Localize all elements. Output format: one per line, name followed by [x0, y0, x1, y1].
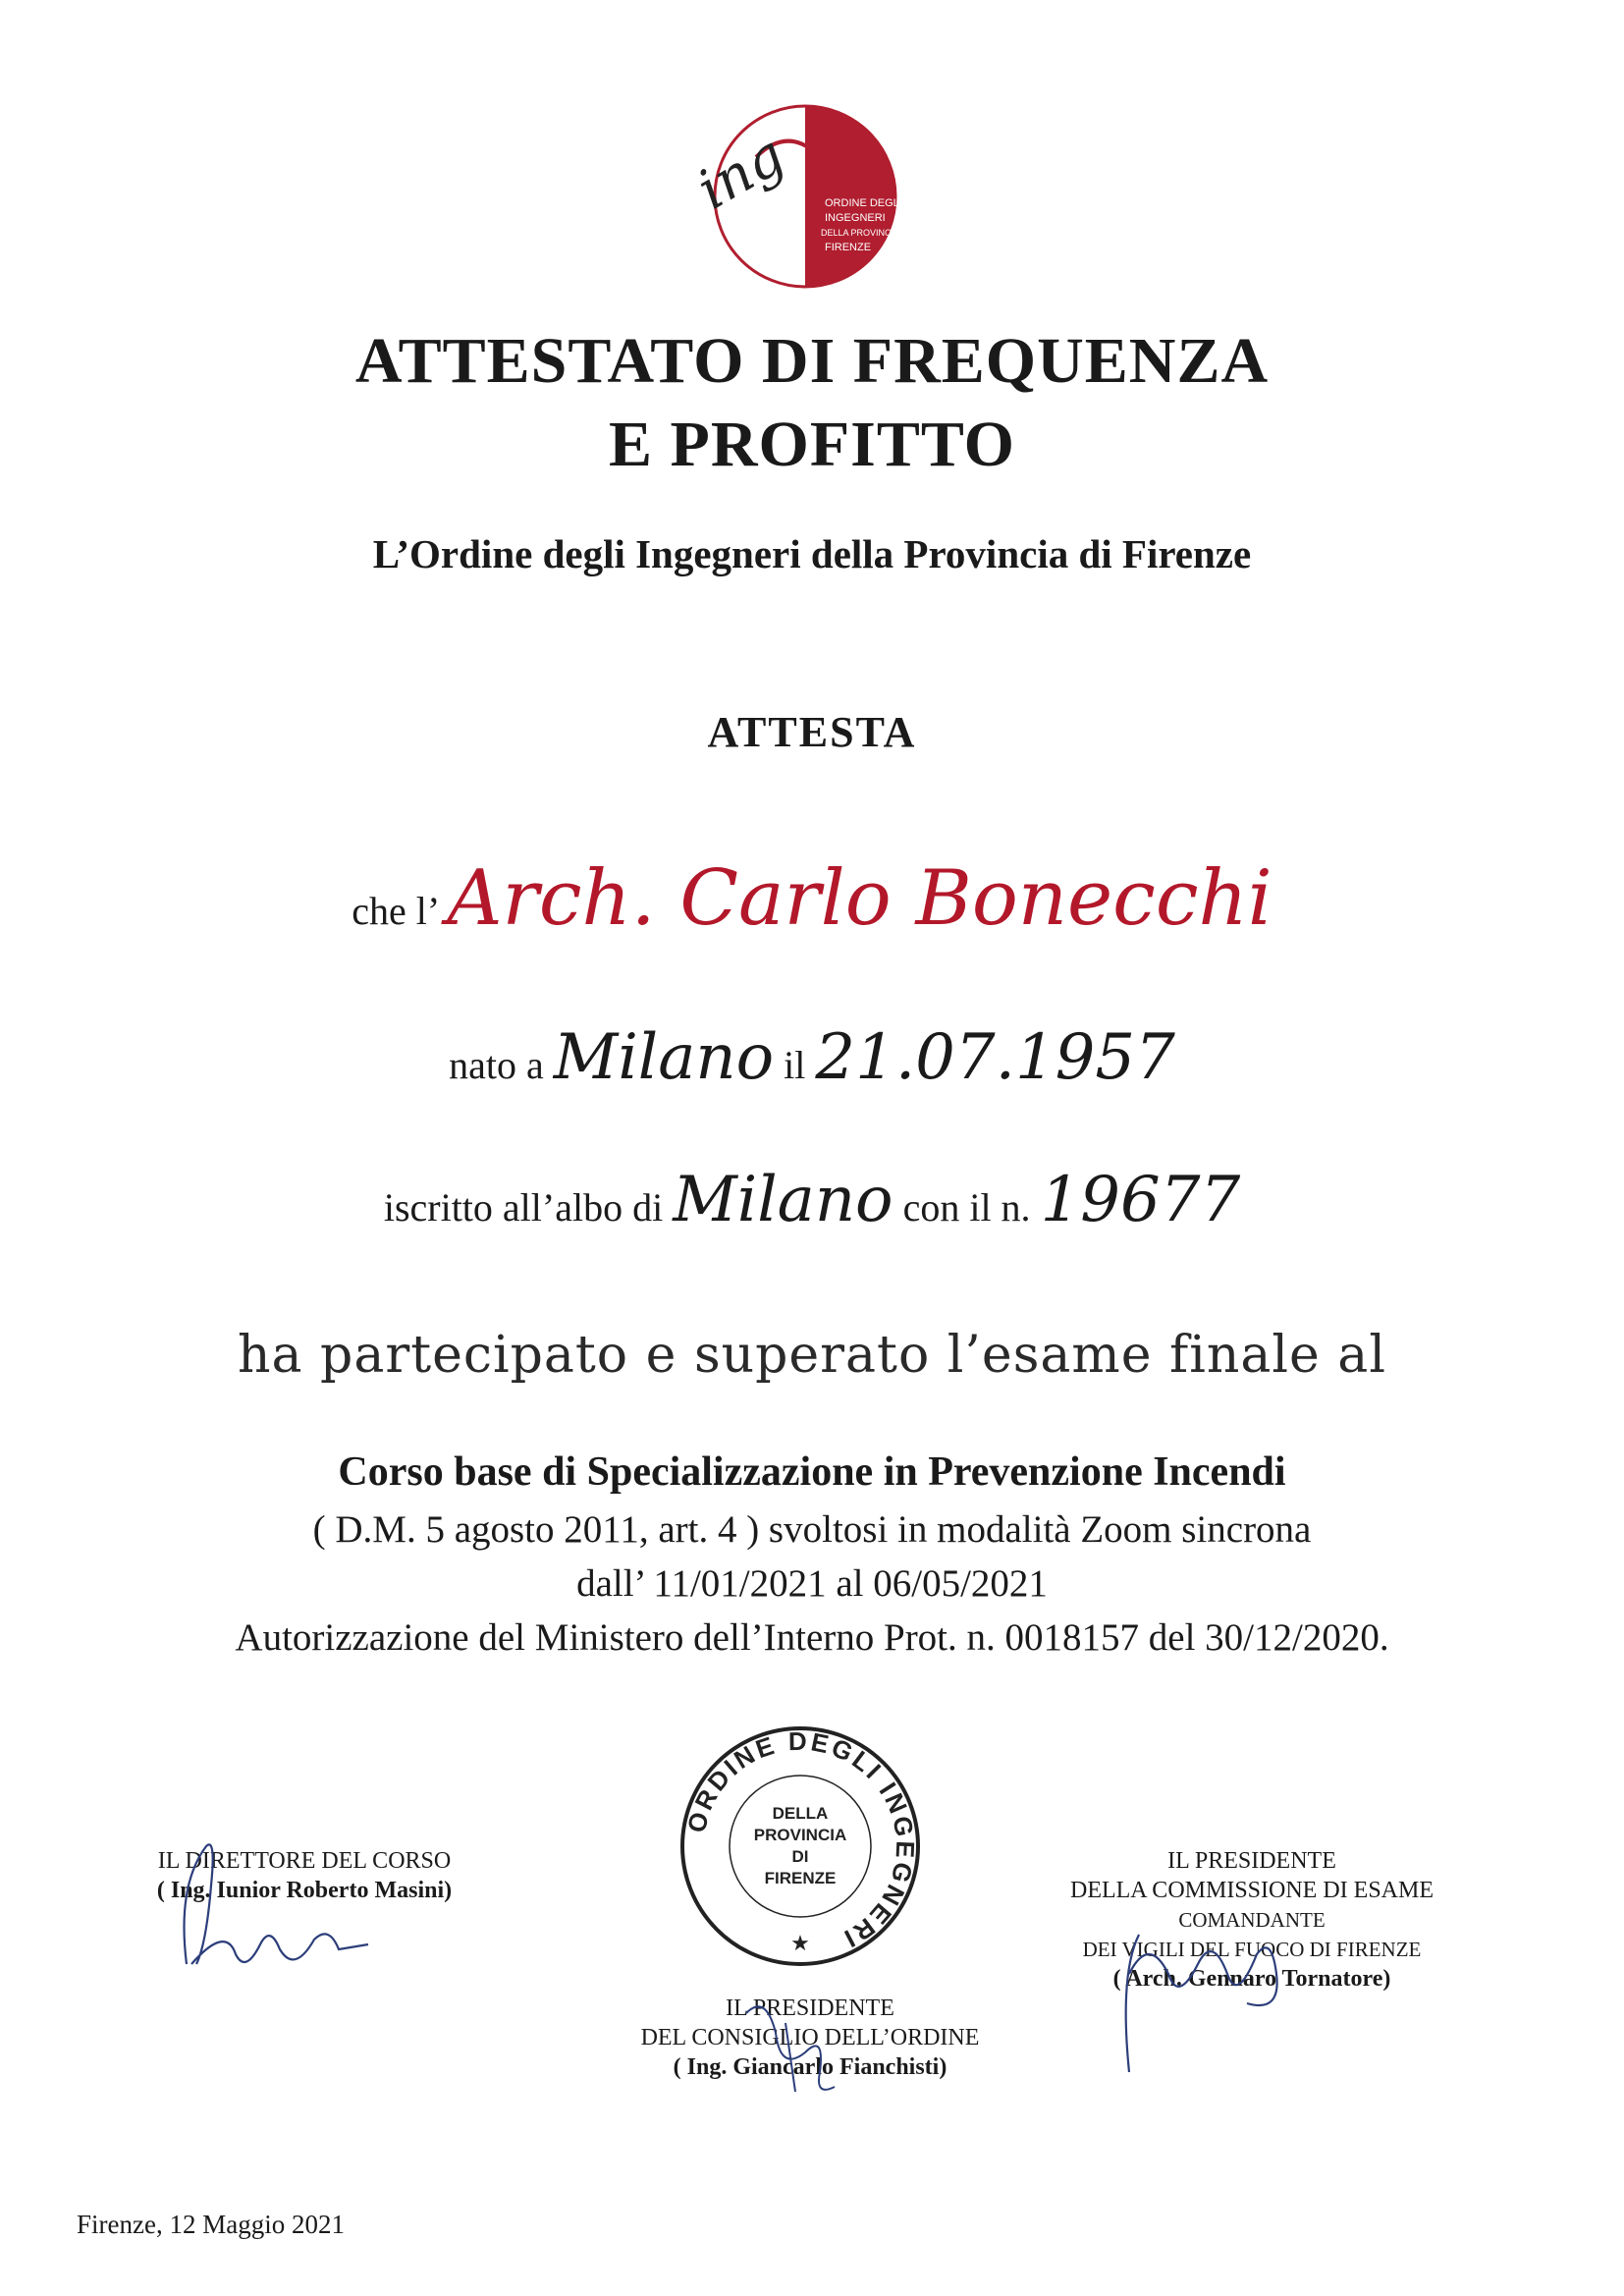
- svg-text:ing: ing: [687, 123, 795, 223]
- issuer-name: L’Ordine degli Ingegneri della Provincia di Firenze: [372, 531, 1252, 576]
- certificate-title-line2: E PROFITTO: [608, 409, 1016, 480]
- svg-text:ORDINE DEGLI INGEGNERI: ORDINE DEGLI INGEGNERI: [680, 1725, 921, 1955]
- ministry-authorization: Autorizzazione del Ministero dell’Interno Prot. n. 0018157 del 30/12/2020.: [235, 1616, 1389, 1659]
- recipient-row: [0, 854, 1624, 943]
- course-reference: ( D.M. 5 agosto 2011, art. 4 ) svoltosi in modalità Zoom sincrona: [312, 1508, 1312, 1551]
- exam-president-name: ( Arch. Gennaro Tornatore): [1112, 1966, 1391, 1992]
- birth-date: 21.07.1957: [815, 1021, 1175, 1094]
- course-director-name: ( Ing. Iunior Roberto Masini): [156, 1878, 453, 1903]
- svg-text:★: ★: [790, 1931, 810, 1955]
- exam-commission-president-signature: [1080, 1915, 1306, 2082]
- svg-text:PROVINCIA: PROVINCIA: [753, 1826, 847, 1844]
- recipient-name: Arch. Carlo Bonecchi: [447, 854, 1272, 943]
- participation-statement: ha partecipato e superato l’esame finale al: [238, 1326, 1386, 1385]
- svg-text:DELLA PROVINCIA DI: DELLA PROVINCIA DI: [821, 228, 911, 238]
- svg-text:DI: DI: [791, 1847, 809, 1866]
- exam-president-role1: IL PRESIDENTE: [1167, 1848, 1336, 1874]
- birth-row: [0, 1021, 1624, 1094]
- course-director-signature: [167, 1827, 383, 1984]
- birth-prefix: nato a: [449, 1043, 544, 1087]
- attesta-heading: ATTESTA: [707, 708, 917, 756]
- birth-mid: il: [784, 1043, 806, 1087]
- registration-prefix: iscritto all’albo di: [383, 1185, 664, 1230]
- council-president-name: ( Ing. Giancarlo Fianchisti): [673, 2054, 947, 2080]
- exam-president-role3: COMANDANTE: [1178, 1908, 1326, 1932]
- registration-row: [0, 1164, 1624, 1236]
- svg-text:ORDINE DEGLI: ORDINE DEGLI: [825, 197, 902, 209]
- recipient-prefix: che l’: [352, 889, 438, 933]
- council-president-signature: [687, 1994, 884, 2102]
- course-dates: dall’ 11/01/2021 al 06/05/2021: [576, 1562, 1048, 1605]
- exam-president-role2: DELLA COMMISSIONE DI ESAME: [1069, 1878, 1434, 1903]
- certificate-title-line1: ATTESTATO DI FREQUENZA: [354, 325, 1270, 397]
- registration-city: Milano: [673, 1164, 893, 1236]
- exam-president-role4: DEI VIGILI DEL FUOCO DI FIRENZE: [1082, 1938, 1422, 1961]
- svg-text:FIRENZE: FIRENZE: [764, 1869, 837, 1887]
- svg-text:FIRENZE: FIRENZE: [825, 242, 872, 253]
- svg-text:DELLA: DELLA: [772, 1804, 829, 1823]
- birth-place: Milano: [553, 1021, 775, 1094]
- registration-mid: con il n.: [902, 1185, 1031, 1230]
- course-name: Corso base di Specializzazione in Prevenzione Incendi: [338, 1449, 1286, 1495]
- course-director-role: IL DIRETTORE DEL CORSO: [157, 1848, 452, 1874]
- council-president-role2: DEL CONSIGLIO DELL’ORDINE: [640, 2025, 980, 2050]
- svg-text:INGEGNERI: INGEGNERI: [825, 212, 886, 224]
- council-president-role1: IL PRESIDENTE: [726, 1995, 894, 2021]
- place-and-date: Firenze, 12 Maggio 2021: [77, 2210, 345, 2239]
- registration-number: 19677: [1040, 1164, 1241, 1236]
- ordine-ingegneri-logo: [687, 98, 913, 295]
- ordine-stamp: [673, 1719, 928, 1974]
